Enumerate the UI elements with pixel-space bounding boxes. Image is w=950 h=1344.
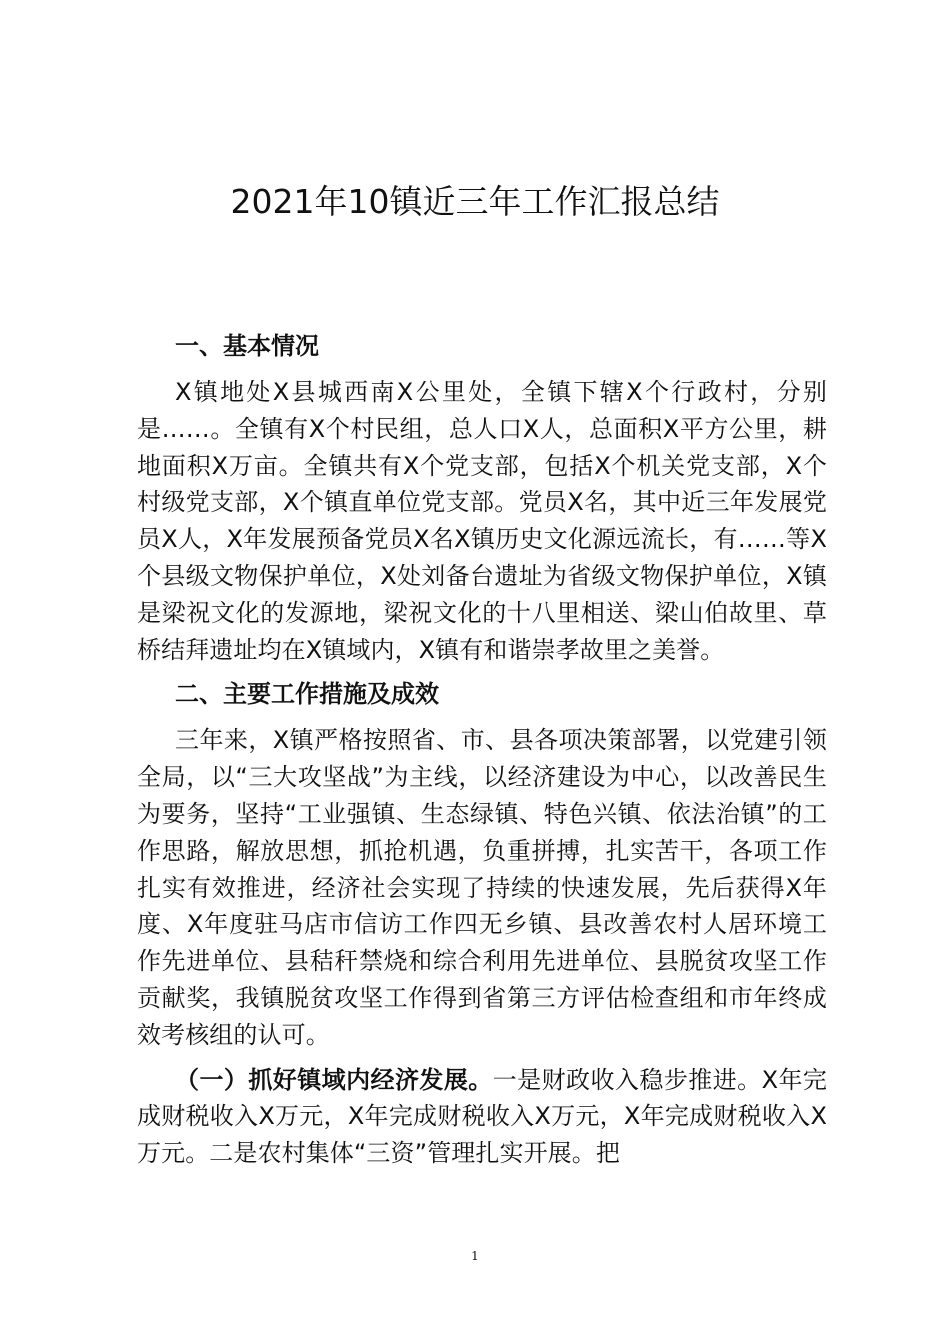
- section-heading-main-measures: 二、主要工作措施及成效: [175, 680, 439, 709]
- main-measures-paragraph: 三年来，X镇严格按照省、市、县各项决策部署，以党建引领全局，以“三大攻坚战”为主线，以经济建设为中心，以改善民生为要务，坚持“工业强镇、生态绿镇、特色兴镇、依法治镇”的工作思路，解放思想，抓抢机遇，负重拼搏，扎实苦干，各项工作扎实有效推进，经济社会实现了持续的快速发展，先后获得X年度、X年度驻马店市信访工作四无乡镇、县改善农村人居环境工作先进单位、县秸秆禁烧和综合利用先进单位、县脱贫攻坚工作贡献奖，我镇脱贫攻坚工作得到省第三方评估检查组和市年终成效考核组的认可。: [137, 726, 827, 1049]
- section-heading-basic-info: 一、基本情况: [175, 332, 319, 360]
- economy-subsection-paragraph: [137, 1062, 827, 1172]
- economy-subsection-lead: （一）抓好镇域内经济发展。: [175, 1065, 493, 1094]
- document-body: [137, 328, 827, 1172]
- economy-subsection-text: 一是财政收入稳步推进。X年完成财税收入X万元，X年完成财税收入X万元，X年完成财税收入X万元。二是农村集体“三资”管理扎实开展。把: [137, 1065, 827, 1168]
- basic-info-paragraph: X镇地处X县城西南X公里处，全镇下辖X个行政村，分别是……。全镇有X个村民组，总人口X人，总面积X平方公里，耕地面积X万亩。全镇共有X个党支部，包括X个机关党支部，X个村级党支部，X个镇直单位党支部。党员X名，其中近三年发展党员X人，X年发展预备党员X名X镇历史文化源远流长，有……等X个县级文物保护单位，X处刘备台遗址为省级文物保护单位，X镇是梁祝文化的发源地，梁祝文化的十八里相送、梁山伯故里、草桥结拜遗址均在X镇域内，X镇有和谐崇孝故里之美誉。: [137, 378, 827, 664]
- document-title: 2021年10镇近三年工作汇报总结: [230, 182, 720, 221]
- page-number: 1: [471, 1249, 479, 1263]
